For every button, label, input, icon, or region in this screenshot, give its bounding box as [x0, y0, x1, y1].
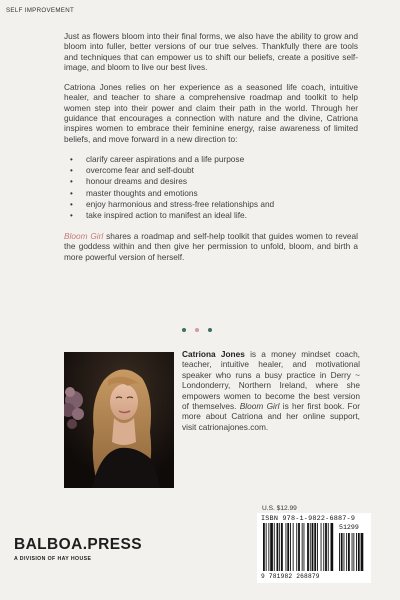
barcode-bar: [290, 523, 291, 571]
barcode-bar: [279, 523, 280, 571]
addon-bar: [341, 533, 343, 571]
price-addon-code: 51299: [339, 524, 359, 531]
isbn-barcode: [257, 513, 371, 583]
addon-bar: [361, 533, 364, 571]
description-paragraph-1: Just as flowers bloom into their final forms, we also have the ability to grow and bloom into fuller, better versions of our true selves. Thankfully there are tools and techniques that can empower us to shift our beliefs, create a positive self-image, and bloom to live our best lives.: [64, 31, 358, 72]
barcode-bar: [310, 523, 311, 571]
publisher-logo: [14, 537, 142, 562]
barcode-bar: [328, 523, 329, 571]
barcode-bar: [312, 523, 314, 571]
author-name: Catriona Jones: [182, 349, 245, 359]
barcode-bar: [298, 523, 300, 571]
ean-number: 9 781982 268879: [261, 573, 320, 580]
benefits-list: [64, 154, 358, 221]
author-bio: [182, 349, 360, 432]
addon-bar: [339, 533, 340, 571]
paragraph-3-text: shares a roadmap and self-help toolkit that guides women to reveal the goddess within and then give her permission to unfold, bloom, and birth a more powerful version of herself.: [64, 231, 358, 262]
barcode-bar: [331, 523, 334, 571]
barcode-bar: [266, 523, 267, 571]
list-item: • honour dreams and desires: [64, 176, 358, 187]
barcode-bar: [325, 523, 327, 571]
divider-dot-1: [182, 328, 186, 332]
price-label: U.S. $12.99: [262, 505, 297, 512]
isbn-label: ISBN 978-1-9822-6887-9: [261, 515, 356, 523]
description-paragraph-3: [64, 231, 358, 262]
description-paragraph-2: Catriona Jones relies on her experience as a seasoned life coach, intuitive healer, and teacher to share a comprehensive roadmap and toolkit to help women step into their power and claim their path in the world. Through her guidance that encourages a connection with nature and the divine, Catriona inspires women to embrace their feminine energy, raise awareness of limited beliefs, and move forward in a new direction to:: [64, 82, 358, 144]
list-item: • enjoy harmonious and stress-free relationships and: [64, 199, 358, 210]
addon-bar: [353, 533, 354, 571]
book-title-inline: Bloom Girl: [64, 231, 104, 242]
barcode-bar: [270, 523, 273, 571]
barcode-bar: [307, 523, 309, 571]
list-item: • master thoughts and emotions: [64, 188, 358, 199]
barcode-bar: [277, 523, 279, 571]
barcode-bar: [286, 523, 287, 571]
barcode-bar: [263, 523, 265, 571]
publisher-subtitle: A DIVISION OF HAY HOUSE: [14, 556, 92, 562]
barcode-bar: [293, 523, 294, 571]
barcode-bar: [314, 523, 316, 571]
list-item: • take inspired action to manifest an ideal life.: [64, 210, 358, 221]
barcode-bar: [321, 523, 322, 571]
divider-dot-2: [195, 328, 199, 332]
author-bio-text-end: is her first book. For more about Catriona and her online support, visit catrionajones.com.: [182, 401, 360, 432]
list-item: • overcome fear and self-doubt: [64, 165, 358, 176]
addon-bar: [348, 533, 350, 571]
barcode-bar: [281, 523, 283, 571]
list-item: • clarify career aspirations and a life purpose: [64, 154, 358, 165]
category-label: SELF IMPROVEMENT: [6, 7, 75, 14]
addon-bar: [358, 533, 360, 571]
barcode-bar: [304, 523, 305, 571]
barcode-bar: [268, 523, 269, 571]
barcode-bar: [287, 523, 289, 571]
barcode-bar: [274, 523, 275, 571]
addon-bar: [344, 533, 345, 571]
book-description: [64, 31, 358, 262]
addon-bar: [352, 533, 353, 571]
author-photo: [64, 352, 174, 488]
section-divider: [182, 328, 212, 332]
author-bio-book-title: Bloom Girl: [239, 401, 280, 412]
publisher-name: BALBOA.PRESS: [14, 536, 142, 553]
barcode-bar: [296, 523, 297, 571]
author-bio-text: is a money mindset coach, teacher, intuitive healer, and motivational speaker who runs a busy practice in Derry ~ Londonderry, Northern Ireland, where she empowers women to become the best version of themselves.: [182, 349, 360, 412]
addon-bar: [346, 533, 347, 571]
barcode-bar: [323, 523, 324, 571]
barcode-bar: [302, 523, 303, 571]
barcode-bar: [317, 523, 318, 571]
divider-dot-3: [208, 328, 212, 332]
addon-bar: [356, 533, 357, 571]
